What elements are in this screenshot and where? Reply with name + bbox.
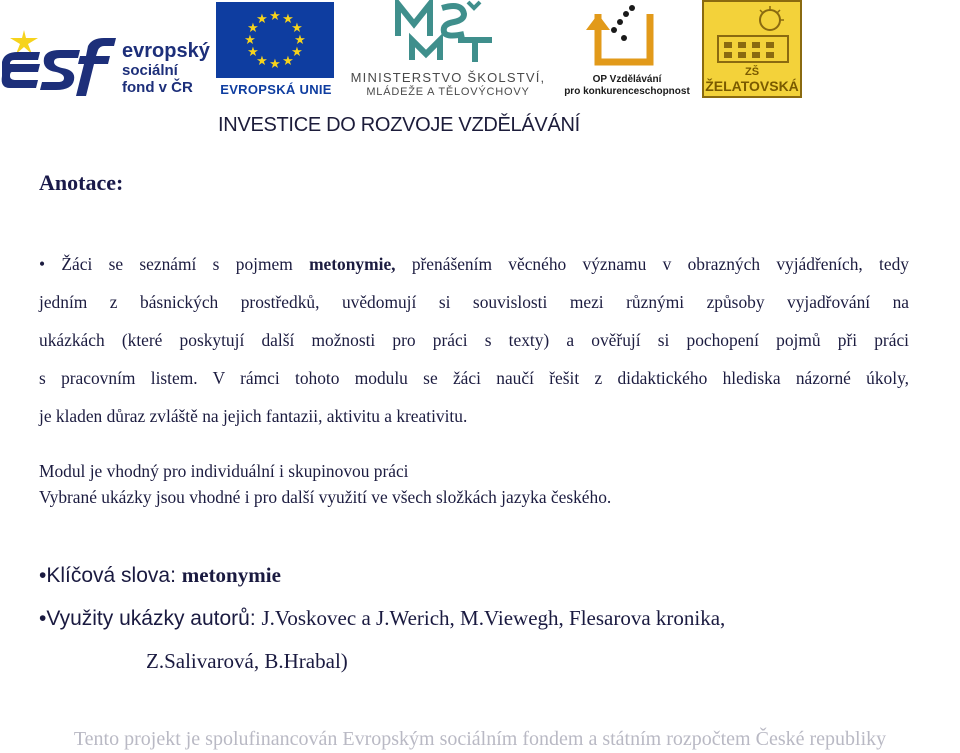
- zs-label-1: ZŠ: [744, 66, 760, 78]
- modul-text: Modul je vhodný pro individuální i skupinovou práci: [39, 461, 409, 481]
- esf-label-2: sociální: [122, 62, 178, 79]
- op-mark-icon: [584, 0, 664, 70]
- svg-text:★: ★: [256, 12, 268, 27]
- school-building-icon: [708, 6, 796, 66]
- esf-logo: [0, 0, 210, 105]
- annotation-term: metonymie,: [309, 254, 396, 274]
- svg-text:★: ★: [294, 33, 306, 48]
- annotation-line-4: s pracovním listem. V rámci tohoto modulu se žáci naučí řešit z didaktického hlediska názorné úkoly,: [39, 368, 909, 388]
- eu-label: EVROPSKÁ UNIE: [220, 82, 332, 97]
- eu-logo: [216, 2, 336, 100]
- svg-text:★: ★: [291, 45, 303, 60]
- svg-text:★: ★: [247, 45, 259, 60]
- op-logo: [558, 0, 696, 100]
- authors-line-1: [39, 606, 725, 631]
- annotation-prefix: • Žáci se seznámí s pojmem: [39, 254, 310, 274]
- footer-note: Tento projekt je spolufinancován Evropským sociálním fondem a státním rozpočtem České republiky: [73, 728, 887, 750]
- page-title: Anotace:: [39, 170, 124, 195]
- svg-text:★: ★: [282, 54, 294, 69]
- annotation-line-2: jedním z básnických prostředků, uvědomují si souvislosti mezi různými způsoby vyjadřování na: [39, 292, 909, 312]
- annotation-line-1: [39, 254, 909, 275]
- zs-label-2: ŽELATOVSKÁ: [705, 78, 799, 94]
- msmt-logo: [344, 0, 552, 102]
- msmt-label-2: MLÁDEŽE A TĚLOVÝCHOVY: [366, 86, 530, 98]
- zs-logo: [702, 0, 802, 98]
- eu-stars-icon: [216, 2, 334, 78]
- op-label-1: OP Vzdělávání: [592, 74, 662, 85]
- annotation-suffix: přenášením věcného významu v obrazných vyjádřeních, tedy: [395, 254, 910, 274]
- msmt-mark-icon: [392, 0, 502, 62]
- vybrane-text: Vybrané ukázky jsou vhodné i pro další využití ve všech složkách jazyka českého.: [39, 487, 612, 507]
- svg-text:★: ★: [269, 9, 281, 24]
- msmt-label-1: MINISTERSTVO ŠKOLSTVÍ,: [350, 70, 546, 85]
- logo-bar: [0, 0, 960, 140]
- esf-label-1: evropský: [122, 40, 210, 62]
- keywords-label: •Klíčová slova:: [39, 564, 182, 587]
- esf-mark-icon: [0, 28, 118, 98]
- keywords-line: [39, 563, 281, 588]
- svg-text:★: ★: [247, 21, 259, 36]
- keywords-value: metonymie: [181, 563, 281, 587]
- authors-line-2: Z.Salivarová, B.Hrabal): [146, 649, 348, 673]
- svg-text:★: ★: [269, 57, 281, 72]
- eu-flag-icon: [216, 2, 334, 78]
- svg-text:★: ★: [244, 33, 256, 48]
- svg-text:★: ★: [282, 12, 294, 27]
- esf-label-3: fond v ČR: [122, 79, 193, 96]
- authors-label: •Využity ukázky autorů:: [39, 607, 262, 630]
- op-label-2: pro konkurenceschopnost: [564, 86, 690, 97]
- authors-names: J.Voskovec a J.Werich, M.Viewegh, Flesarova kronika,: [261, 606, 726, 630]
- svg-text:★: ★: [256, 54, 268, 69]
- annotation-line-5: je kladen důraz zvláště na jejich fantazii, aktivitu a kreativitu.: [39, 406, 468, 426]
- svg-text:★: ★: [291, 21, 303, 36]
- investice-banner: INVESTICE DO ROZVOJE VZDĚLÁVÁNÍ: [218, 114, 580, 136]
- annotation-line-3: ukázkách (které poskytují další možnosti pro práci s texty) a ověřují si pochopení pojmů při práci: [39, 330, 909, 350]
